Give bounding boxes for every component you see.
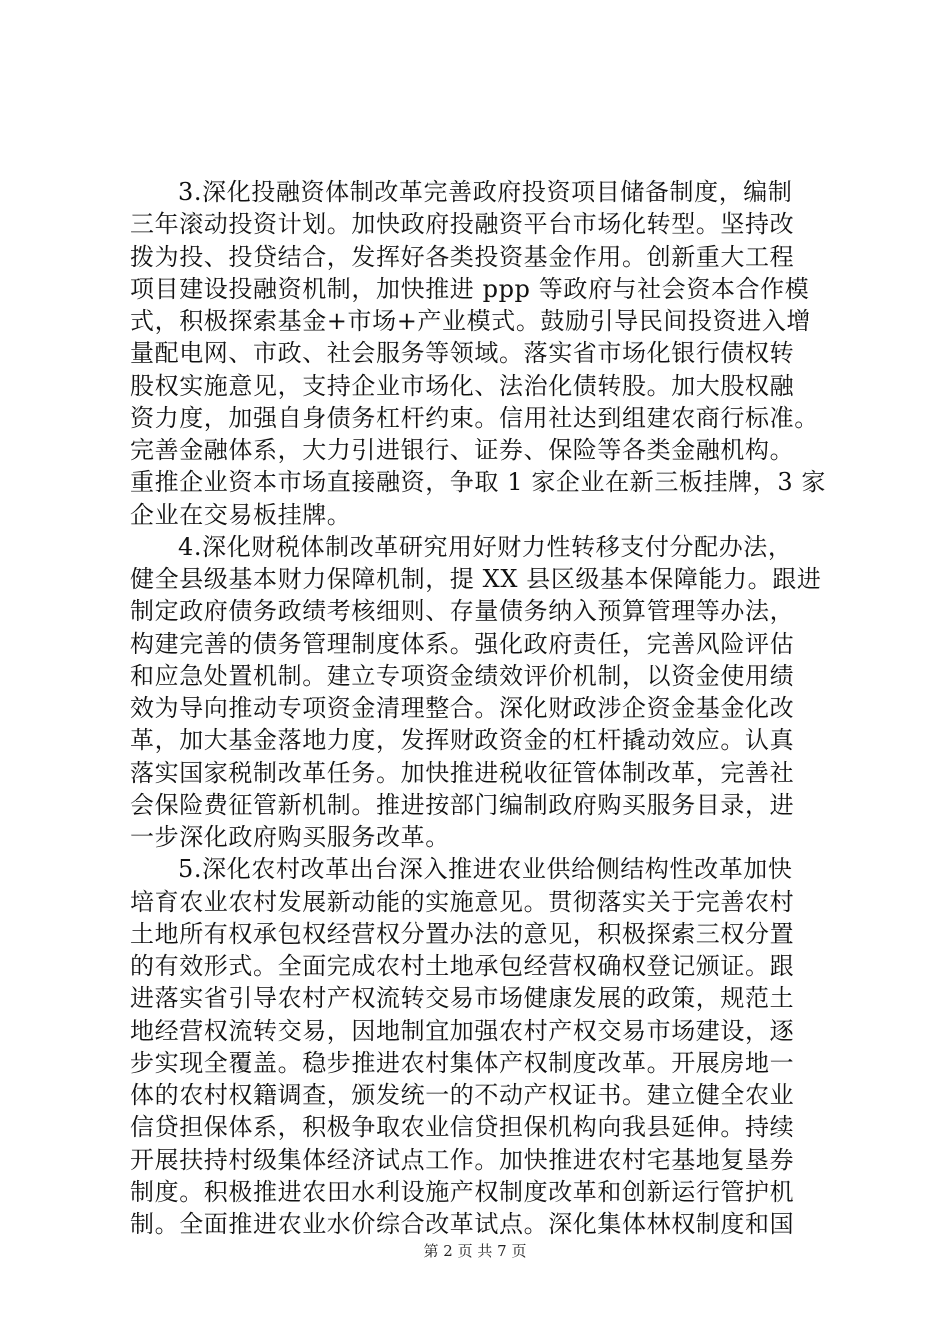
paragraph-4-line-2: 健全县级基本财力保障机制，提 XX 县区级基本保障能力。跟进: [130, 565, 822, 593]
paragraph-4-line-6: 效为导向推动专项资金清理整合。深化财政涉企资金基金化改: [130, 694, 795, 722]
paragraph-5-line-7: 步实现全覆盖。稳步推进农村集体产权制度改革。开展房地一: [130, 1048, 795, 1077]
paragraph-3-line-11: 企业在交易板挂牌。: [130, 500, 352, 529]
page-number: 第 2 页 共 7 页: [423, 1242, 527, 1260]
paragraph-5-line-11: 制度。积极推进农田水利设施产权制度改革和创新运行管护机: [130, 1177, 795, 1206]
paragraph-3-line-3: 拨为投、投贷结合，发挥好各类投资基金作用。创新重大工程: [130, 242, 795, 271]
paragraph-4-line-7: 革，加大基金落地力度，发挥财政资金的杠杆撬动效应。认真: [130, 726, 795, 755]
paragraph-3-line-4: 项目建设投融资机制，加快推进 ppp 等政府与社会资本合作模: [130, 274, 810, 303]
paragraph-3-line-7: 股权实施意见，支持企业市场化、法治化债转股。加大股权融: [130, 371, 795, 400]
paragraph-5-line-2: 培育农业农村发展新动能的实施意见。贯彻落实关于完善农村: [130, 887, 795, 916]
paragraph-5-line-9: 信贷担保体系，积极争取农业信贷担保机构向我县延伸。持续: [130, 1113, 795, 1142]
paragraph-3-line-8: 资力度，加强自身债务杠杆约束。信用社达到组建农商行标准。: [130, 403, 819, 432]
paragraph-5-line-3: 土地所有权承包权经营权分置办法的意见，积极探索三权分置: [130, 919, 795, 948]
paragraph-5-line-10: 开展扶持村级集体经济试点工作。加快推进农村宅基地复垦券: [130, 1145, 795, 1174]
paragraph-3-line-2: 三年滚动投资计划。加快政府投融资平台市场化转型。坚持改: [130, 210, 795, 239]
paragraph-5-line-12: 制。全面推进农业水价综合改革试点。深化集体林权制度和国: [130, 1210, 795, 1238]
paragraph-3-line-9: 完善金融体系，大力引进银行、证券、保险等各类金融机构。: [130, 436, 795, 464]
paragraph-3-line-10: 重推企业资本市场直接融资，争取 1 家企业在新三板挂牌，3 家: [130, 468, 827, 497]
paragraph-5-line-1: 5.深化农村改革出台深入推进农业供给侧结构性改革加快: [178, 855, 793, 884]
paragraph-4-line-5: 和应急处置机制。建立专项资金绩效评价机制，以资金使用绩: [130, 661, 795, 690]
paragraph-4-line-10: 一步深化政府购买服务改革。: [130, 823, 450, 851]
paragraph-3-line-1: 3.深化投融资体制改革完善政府投资项目储备制度，编制: [178, 178, 793, 206]
paragraph-3-line-5: 式，积极探索基金+市场+产业模式。鼓励引导民间投资进入增: [130, 307, 812, 335]
paragraph-4-line-3: 制定政府债务政绩考核细则、存量债务纳入预算管理等办法，: [130, 597, 795, 626]
body-text: [130, 176, 830, 1240]
paragraph-4-line-9: 会保险费征管新机制。推进按部门编制政府购买服务目录，进: [130, 790, 795, 819]
paragraph-5-line-5: 进落实省引导农村产权流转交易市场健康发展的政策，规范土: [130, 984, 795, 1013]
paragraph-5-line-8: 体的农村权籍调查，颁发统一的不动产权证书。建立健全农业: [130, 1081, 795, 1109]
page-footer: [0, 1241, 950, 1261]
paragraph-5-line-6: 地经营权流转交易，因地制宜加强农村产权交易市场建设，逐: [130, 1016, 795, 1045]
paragraph-4-line-1: 4.深化财税体制改革研究用好财力性转移支付分配办法，: [178, 532, 793, 561]
paragraph-4-line-4: 构建完善的债务管理制度体系。强化政府责任，完善风险评估: [130, 629, 795, 658]
paragraph-5-line-4: 的有效形式。全面完成农村土地承包经营权确权登记颁证。跟: [130, 952, 795, 980]
paragraph-4-line-8: 落实国家税制改革任务。加快推进税收征管体制改革，完善社: [130, 758, 795, 787]
paragraph-3-line-6: 量配电网、市政、社会服务等领域。落实省市场化银行债权转: [130, 339, 795, 368]
